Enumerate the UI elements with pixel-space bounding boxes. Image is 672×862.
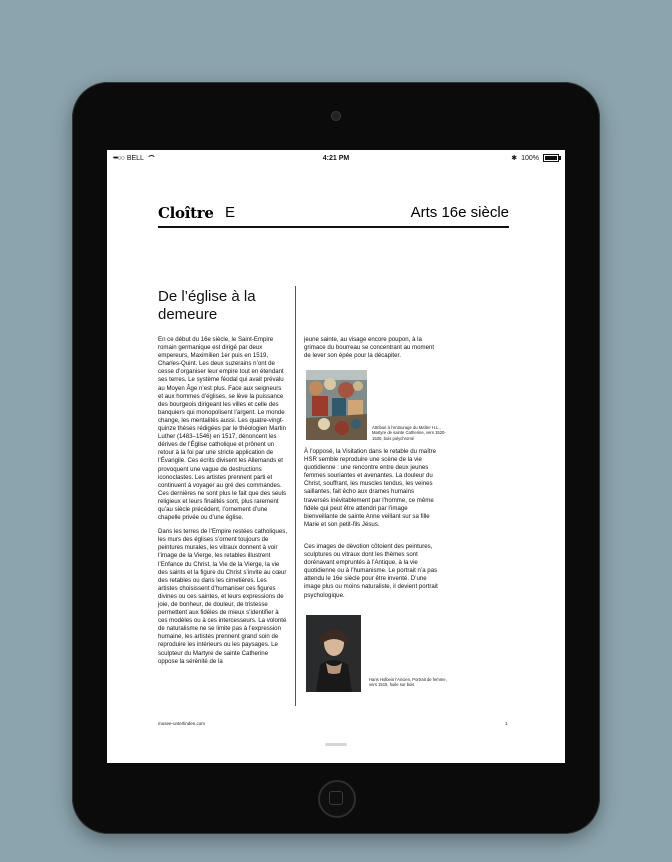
- bluetooth-icon: ✱: [511, 155, 518, 162]
- battery-icon: [543, 154, 559, 162]
- section-letter: E: [225, 204, 236, 221]
- article-title: De l’église à la demeure: [158, 288, 256, 323]
- battery-percent: 100%: [521, 154, 539, 162]
- footer-url[interactable]: musee-unterlinden.com: [158, 721, 206, 726]
- carrier-label: BELL: [126, 155, 144, 162]
- signal-icon: •••○○: [113, 155, 124, 162]
- image-caption: Attribué à l’entourage du Maître H.L., Martyre de sainte Catherine, vers 1520-1530, bois polychromé: [372, 425, 446, 441]
- front-camera: [331, 111, 341, 121]
- paragraph: jeune sainte, au visage encore poupon, à la grimace du bourreau se concentrant au moment de lever son épée pour la décapiter.: [304, 336, 435, 360]
- article-column-2-mid: [304, 448, 438, 535]
- scroll-indicator[interactable]: [325, 743, 347, 746]
- article-column-2-low: [304, 543, 438, 606]
- paragraph: Ces images de dévotion côtoient des peintures, sculptures ou vitraux dont les thèmes sont dorénavant empruntés à l’Antique, à la vie quotidienne ou à l’humanisme. Le portrait n’a pas attendu le 16e siècle pour être inventé. D’une image plus ou moins naturaliste, il devient portrait psychologique.: [304, 543, 438, 599]
- paragraph: En ce début du 16e siècle, le Saint-Empire romain germanique est dirigé par deux empereurs, Maximilien 1er puis en 1519, Charles-Quint. Les deux suzerains n’ont de cesse d’organiser leur empire tout en étendant ses terres. Le système féodal qui avait prévalu au Moyen Âge n’est plus. Face aux seigneurs et aux hommes d’églises, se lève la puissance des bourgeois dirigeant les villes et celle des banquiers qui monopolisent l’argent. Le monde change, les mentalités aussi. Les quatre-vingt-quinze thèses rédigées par le théologien Martin Luther (1483–1546) en 1517, dénoncent les dérives de l’Église catholique et prônent un retour à la foi par une stricte application de l’Évangile. Ces écrits divisent les Allemands et provoquent une vague de destructions iconoclastes. Les artistes prennent parti et continuent à voyager au gré des commandes. Ces dernières ne sont plus le fait que des seuls religieux et leurs finalités sont, plus rarement qu’au siècle précédent, l’ornement d’une chapelle privée ou d’une église.: [158, 336, 287, 522]
- status-right: [511, 154, 559, 162]
- magazine-header: [158, 204, 509, 228]
- page-number: 1: [505, 721, 508, 726]
- paragraph: À l’opposé, la Visitation dans le retable du maître HSR semble reproduire une scène de la vie quotidienne : une rencontre entre deux jeunes femmes souriantes et avenantes. La douleur du Christ, souffrant, les muscles tendus, les veines saillantes, fait écho aux drames humains traversés inévitablement par l’homme, ce même fidèle qui peut être attendri par l’image bienveillante de sainte Anne veillant sur sa fille Marie et son petit-fils Jésus.: [304, 448, 436, 528]
- status-time: 4:21 PM: [322, 155, 350, 162]
- home-button[interactable]: [318, 780, 356, 818]
- magazine-logo[interactable]: Cloître: [158, 204, 214, 222]
- article-column-1: [158, 336, 288, 672]
- column-divider: [295, 286, 296, 706]
- article-column-2-top: [304, 336, 438, 366]
- section-title: Arts 16e siècle: [410, 204, 509, 221]
- image-caption: Hans Holbein l’Ancien, Portrait de femme, vers 1515, huile sur bois: [369, 677, 447, 688]
- status-bar: [107, 150, 565, 168]
- tablet-screen: [107, 150, 565, 763]
- sculpture-image[interactable]: [306, 370, 367, 440]
- portrait-image[interactable]: [306, 615, 361, 692]
- paragraph: Dans les terres de l’Empire restées catholiques, les murs des églises s’ornent toujours de peintures murales, les vitraux donnent à voir l’image de la Vierge, les retables illustrent l’Enfance du Christ, la Vie de la Vierge, la vie des saints et la figure du Christ s’invite au cœur des retables ou dans les cimetières. Les artistes choisissent d’humaniser ces figures divines ou ces saintes, et leurs expressions de joie, de bonheur, de douleur, de tristesse permettent aux fidèles de mieux s’identifier à ces modèles ou à ces intercesseurs. La volonté de naturalisme ne se limite pas à l’expression humaine, les artistes prennent grand soin de reproduire les intérieurs ou les paysages. Le sculpteur du Martyre de sainte Catherine oppose la sérénité de la: [158, 528, 288, 665]
